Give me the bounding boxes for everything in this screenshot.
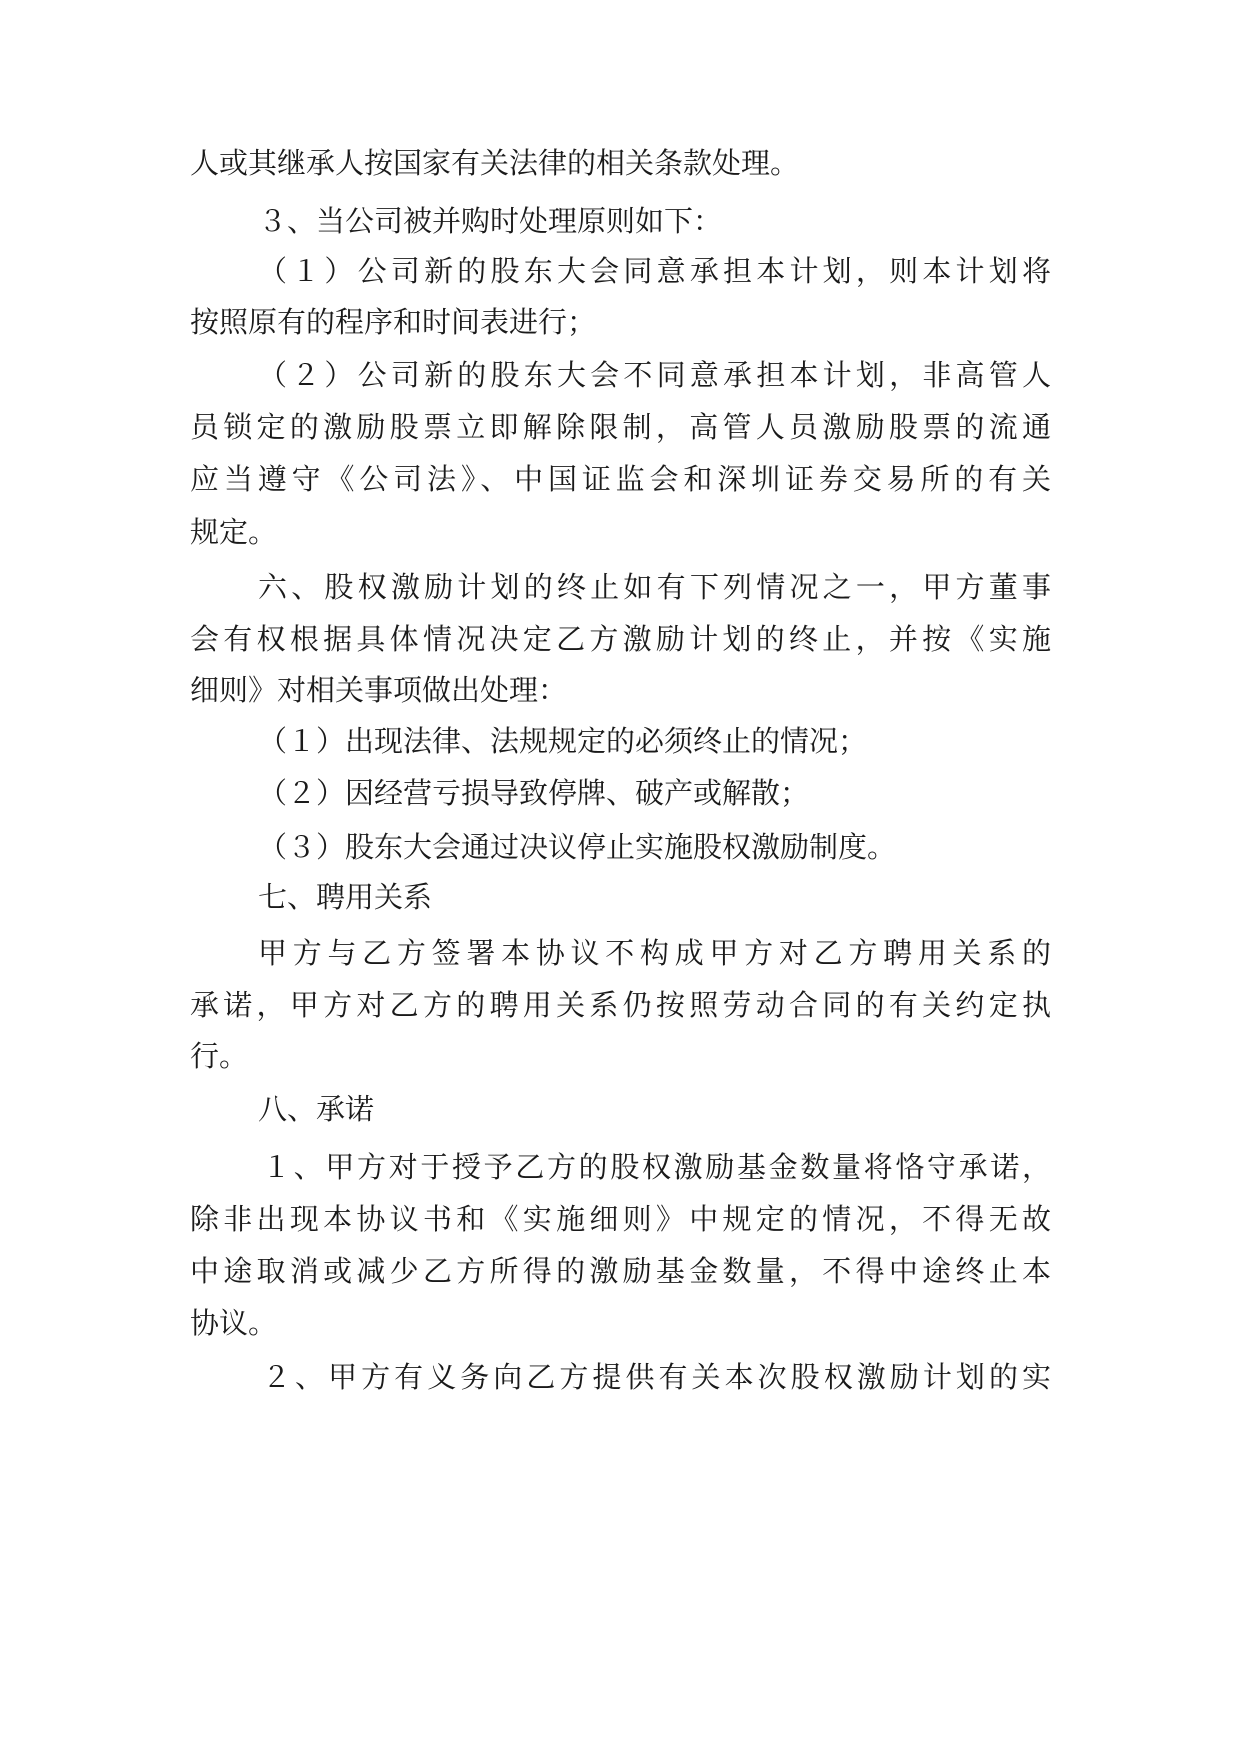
- text-line: （３）股东大会通过决议停止实施股权激励制度。: [258, 830, 897, 864]
- text-line: 六、股权激励计划的终止如有下列情况之一，甲方董事: [258, 570, 1051, 604]
- text-line: （２）因经营亏损导致停牌、破产或解散；: [258, 776, 810, 810]
- text-line: 承诺，甲方对乙方的聘用关系仍按照劳动合同的有关约定执: [190, 988, 1051, 1022]
- text-line: 七、聘用关系: [258, 880, 433, 914]
- text-line: （１）公司新的股东大会同意承担本计划，则本计划将: [258, 254, 1051, 288]
- text-line: 人或其继承人按国家有关法律的相关条款处理。: [190, 146, 800, 180]
- text-line: １、甲方对于授予乙方的股权激励基金数量将恪守承诺，: [262, 1150, 1051, 1184]
- text-line: ３、当公司被并购时处理原则如下：: [258, 204, 723, 238]
- text-line: （１）出现法律、法规规定的必须终止的情况；: [258, 724, 868, 758]
- text-line: 细则》对相关事项做出处理：: [190, 673, 568, 707]
- text-line: 规定。: [190, 515, 278, 549]
- text-line: 行。: [190, 1039, 249, 1073]
- text-line: 按照原有的程序和时间表进行；: [190, 305, 597, 339]
- text-line: 中途取消或减少乙方所得的激励基金数量，不得中途终止本: [190, 1254, 1051, 1288]
- text-line: 应当遵守《公司法》、中国证监会和深圳证券交易所的有关: [190, 462, 1051, 496]
- text-line: 除非出现本协议书和《实施细则》中规定的情况，不得无故: [190, 1202, 1051, 1236]
- text-line: ２、甲方有义务向乙方提供有关本次股权激励计划的实: [262, 1360, 1051, 1394]
- text-line: 会有权根据具体情况决定乙方激励计划的终止，并按《实施: [190, 622, 1051, 656]
- text-line: 八、承诺: [258, 1092, 375, 1126]
- text-line: 员锁定的激励股票立即解除限制，高管人员激励股票的流通: [190, 410, 1051, 444]
- text-line: 甲方与乙方签署本协议不构成甲方对乙方聘用关系的: [258, 936, 1051, 970]
- text-line: （２）公司新的股东大会不同意承担本计划，非高管人: [258, 358, 1051, 392]
- text-line: 协议。: [190, 1306, 278, 1340]
